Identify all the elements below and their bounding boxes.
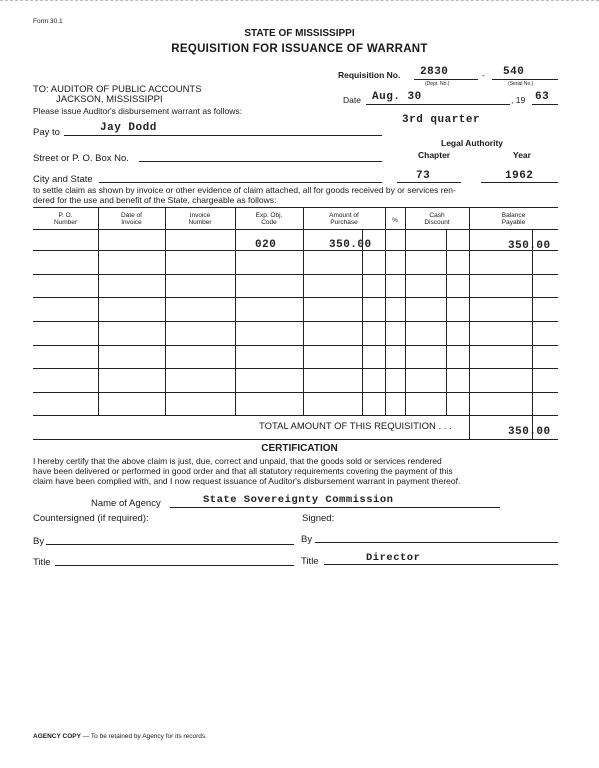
settle-text-2: dered for the use and benefit of the State, chargeable as follows: — [33, 195, 277, 205]
settle-text-1: to settle claim as shown by invoice or other evidence of claim attached, all for goods received by or services ren- — [33, 185, 456, 195]
row1-exp-code: 020 — [255, 239, 277, 251]
header-exp-obj-code: Exp. Obj. Code — [255, 212, 283, 226]
table-header-rule — [33, 229, 558, 230]
col-divider — [165, 207, 166, 415]
table-row — [33, 345, 558, 346]
countersign-by-line — [46, 544, 294, 545]
perforation-edge — [0, 0, 599, 1]
header-po: P. O. Number — [53, 212, 78, 226]
quarter-value: 3rd quarter — [402, 114, 481, 126]
please-issue: Please issue Auditor's disbursement warrant as follows: — [33, 106, 243, 116]
cert-text-1: I hereby certify that the above claim is just, due, correct and unpaid, that the goods sold or services rendered — [33, 456, 442, 466]
chapter-value: 73 — [416, 170, 431, 182]
table-row — [33, 321, 558, 322]
city-line — [99, 182, 382, 183]
cert-text-2: have been delivered or performed in good order and that all statutory requirements covering the payment of this — [33, 466, 453, 476]
agency-copy-note: — To be retained by Agency for its records. — [82, 733, 207, 740]
dept-no-caption: (Dept. No.) — [425, 81, 450, 87]
col-divider — [405, 207, 406, 415]
table-row — [33, 415, 558, 416]
legal-authority-label: Legal Authority — [441, 138, 504, 148]
agency-label: Name of Agency — [91, 498, 161, 509]
city-label: City and State — [33, 174, 93, 185]
year-line — [532, 104, 558, 105]
serial-no-line — [492, 79, 558, 80]
header-cash-discount: Cash Discount — [424, 212, 450, 226]
col-divider — [362, 229, 363, 415]
year-label: Year — [513, 150, 531, 160]
requisition-label: Requisition No. — [338, 70, 401, 80]
requisition-serial-no: 540 — [503, 66, 525, 78]
requisition-dept-no: 2830 — [420, 66, 449, 78]
col-divider — [446, 229, 447, 415]
agency-copy-footer — [33, 733, 207, 740]
date-label: Date — [343, 95, 361, 105]
chapter-label: Chapter — [418, 150, 451, 160]
header-invoice-number: Invoice Number — [188, 212, 212, 226]
row1-amount: 350.00 — [329, 239, 372, 251]
form-number: Form 30.1 — [33, 18, 63, 25]
serial-no-caption: (Serial No.) — [508, 81, 534, 87]
signed-by-label: By — [301, 534, 313, 545]
pay-to-line — [64, 135, 382, 136]
pay-to-value: Jay Dodd — [100, 122, 157, 134]
header-invoice-date: Date of Invoice — [121, 212, 142, 226]
cert-text-3: claim have been complied with, and I now request issuance of Auditor's disbursement warrant in payment thereof. — [33, 476, 461, 486]
pay-to-label: Pay to — [33, 127, 60, 138]
street-label: Street or P. O. Box No. — [33, 153, 129, 164]
header-amount: Amount of Purchase — [329, 212, 359, 226]
col-divider — [235, 207, 236, 415]
to-line2: JACKSON, MISSISSIPPI — [56, 94, 163, 105]
agency-value: State Sovereignty Commission — [203, 494, 394, 506]
countersigned-label: Countersigned (if required): — [33, 513, 149, 524]
header-percent: % — [392, 217, 398, 224]
legal-year-value: 1962 — [505, 170, 534, 182]
signed-label: Signed: — [302, 513, 335, 524]
legal-year-line — [481, 182, 558, 183]
header-balance: Balance Payable — [501, 212, 526, 226]
col-divider — [303, 207, 304, 415]
form-title: REQUISITION FOR ISSUANCE OF WARRANT — [171, 43, 428, 55]
year-prefix: , 19 — [511, 95, 526, 105]
table-top-rule — [33, 207, 558, 208]
total-label: TOTAL AMOUNT OF THIS REQUISITION . . . — [259, 421, 452, 432]
signed-by-line — [315, 542, 558, 543]
agency-line — [170, 507, 500, 508]
countersign-title-line — [55, 565, 294, 566]
table-row — [33, 368, 558, 369]
col-divider — [532, 229, 533, 439]
total-value: 350.00 — [508, 426, 551, 438]
table-row — [33, 250, 558, 251]
col-divider — [385, 207, 386, 415]
state-title: STATE OF MISSISSIPPI — [244, 28, 355, 39]
table-row — [33, 392, 558, 393]
year-suffix: 63 — [535, 91, 550, 103]
date-line — [366, 104, 510, 105]
to-line1: TO: AUDITOR OF PUBLIC ACCOUNTS — [33, 84, 202, 95]
col-divider — [469, 207, 470, 439]
table-row — [33, 274, 558, 275]
signed-title-line — [324, 564, 558, 565]
countersign-title-label: Title — [33, 557, 51, 568]
table-bottom-rule — [33, 439, 558, 440]
signed-title-value: Director — [366, 552, 421, 564]
date-value: Aug. 30 — [372, 91, 422, 103]
agency-copy-label: AGENCY COPY — [33, 733, 81, 740]
requisition-dash: - — [482, 70, 485, 80]
table-row — [33, 297, 558, 298]
chapter-line — [397, 182, 461, 183]
signed-title-label: Title — [301, 556, 319, 567]
street-line — [139, 161, 382, 162]
countersign-by-label: By — [33, 536, 45, 547]
dept-no-line — [414, 79, 478, 80]
certification-title: CERTIFICATION — [261, 443, 338, 454]
col-divider — [98, 207, 99, 415]
row1-balance: 350.00 — [508, 240, 551, 252]
